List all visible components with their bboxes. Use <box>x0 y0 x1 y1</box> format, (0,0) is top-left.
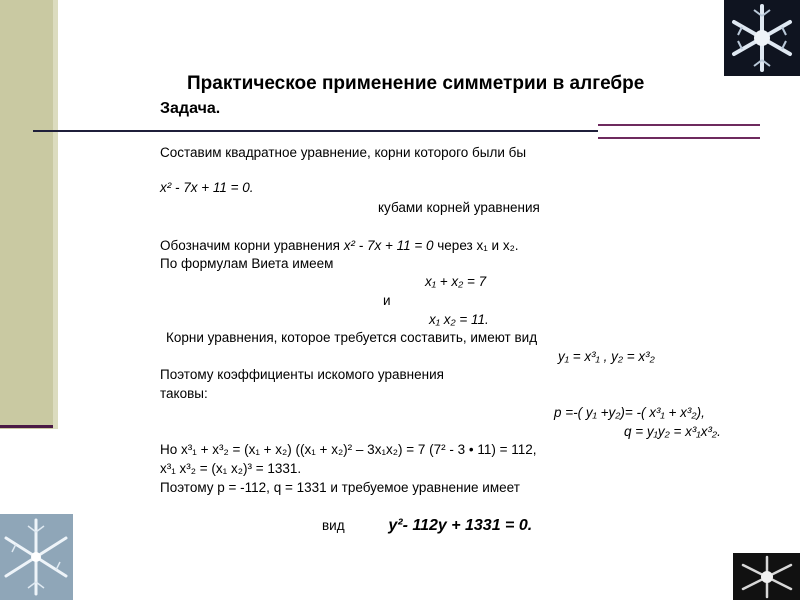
task-label: Задача. <box>160 100 221 117</box>
text-line: Поэтому коэффициенты искомого уравнения <box>160 367 444 382</box>
text-line <box>160 238 519 254</box>
text-part: Обозначим корни уравнения <box>160 238 340 253</box>
snowflake-icon <box>0 514 73 600</box>
text-part: Но <box>160 442 178 457</box>
equation-line: x₁ + x₂ = 7 <box>425 274 487 289</box>
equation-part: x³₁ + x³₂ = (x₁ + x₂) ((x₁ + x₂)² – 3x₁x₂) = 7 (7² - 3 • 11) = 112, <box>181 442 537 457</box>
equation-line: x₁ x₂ = 11. <box>429 312 489 327</box>
text-line <box>160 442 537 458</box>
text-line: таковы: <box>160 386 208 401</box>
equation-line: x³₁ x³₂ = (x₁ x₂)³ = 1331. <box>160 461 302 476</box>
text-part: через x₁ и x₂. <box>437 238 519 253</box>
left-bar-shadow <box>53 0 58 429</box>
answer-line <box>322 518 532 534</box>
text-line: Составим квадратное уравнение, корни которого были бы <box>160 145 527 160</box>
text-line: По формулам Виета имеем <box>160 256 334 271</box>
left-decor-bar <box>0 0 53 429</box>
snowflake-icon <box>724 0 800 76</box>
text-line: и <box>383 293 391 308</box>
snowflake-icon <box>733 553 800 600</box>
divider-band <box>598 124 760 139</box>
equation-part: x² - 7x + 11 = 0 <box>343 238 434 253</box>
top-divider-line <box>33 130 598 132</box>
final-equation: y²- 112y + 1331 = 0. <box>388 517 533 534</box>
left-bar-end-line <box>0 425 53 428</box>
text-part: вид <box>322 518 345 533</box>
text-line: Поэтому p = -112, q = 1331 и требуемое уравнение имеет <box>160 480 520 495</box>
text-line: Корни уравнения, которое требуется составить, имеют вид <box>166 330 538 345</box>
equation-line: x² - 7x + 11 = 0. <box>160 180 254 195</box>
page-title: Практическое применение симметрии в алгебре <box>187 73 645 94</box>
equation-line: p =-( y₁ +y₂)= -( x³₁ + x³₂), <box>554 405 705 420</box>
text-line: кубами корней уравнения <box>378 200 540 215</box>
equation-line: q = y₁y₂ = x³₁x³₂. <box>624 424 721 439</box>
equation-line: y₁ = x³₁ , y₂ = x³₂ <box>558 349 655 364</box>
